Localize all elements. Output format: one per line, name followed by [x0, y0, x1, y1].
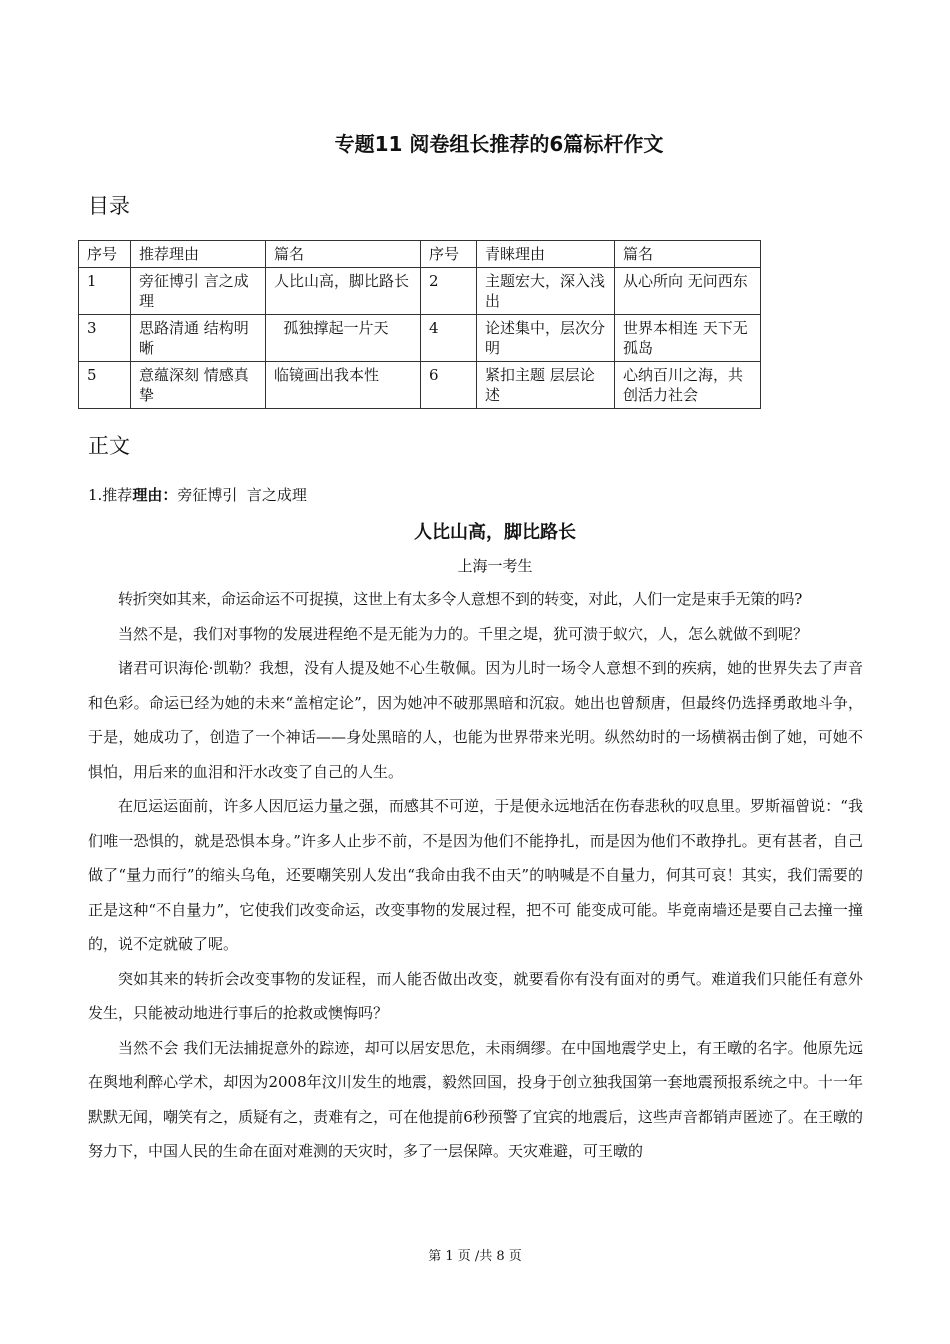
- reason-text: 旁征博引 言之成理: [177, 486, 307, 504]
- toc-cell: 临镜画出我本性: [266, 362, 421, 409]
- reason-prefix: 1.推荐: [88, 486, 133, 504]
- essay-paragraph: 诸君可识海伦·凯勒？我想，没有人提及她不心生敬佩。因为儿时一场令人意想不到的疾病，她的世界失去了声音和色彩。命运已经为她的未来“盖棺定论”，因为她冲不破那黑暗和沉寂。她出也曾颓唐，但最终仍选择勇敢地斗争，于是，她成功了，创造了一个神话——身处黑暗的人，也能为世界带来光明。纵然幼时的一场横祸击倒了她，可她不惧怕，用后来的血泪和汗水改变了自己的人生。: [88, 659, 863, 781]
- toc-cell: 思路清通 结构明晰: [131, 315, 266, 362]
- toc-header-cell: 篇名: [266, 241, 421, 268]
- toc-table: [78, 240, 761, 409]
- toc-cell: 心纳百川之海，共创活力社会: [615, 362, 761, 409]
- toc-heading: 目录: [88, 194, 130, 218]
- toc-cell: 4: [421, 315, 477, 362]
- essay-paragraph: 当然不会 我们无法捕捉意外的踪迹，却可以居安思危，未雨绸缪。在中国地震学史上，有王暾的名字。他原先远在舆地利醉心学术，却因为2008年汶川发生的地震，毅然回国，投身于创立独我国第一套地震预报系统之中。十一年默默无闻，嘲笑有之，质疑有之，责难有之，可在他提前6秒预警了宜宾的地震后，这些声音都销声匿迹了。在王暾的努力下，中国人民的生命在面对难测的天灾时，多了一层保障。天灾难避，可王暾的: [88, 1038, 863, 1160]
- toc-cell: 1: [79, 268, 131, 315]
- essay-paragraph: 转折突如其来，命运命运不可捉摸，这世上有太多令人意想不到的转变，对此，人们一定是束手无策的吗?: [118, 590, 802, 608]
- recommend-reason: [88, 484, 307, 505]
- essay-paragraph: 在厄运运面前，许多人因厄运力量之强，而感其不可逆，于是便永远地活在伤春悲秋的叹息里。罗斯福曾说：“我们唯一恐惧的，就是恐惧本身。”许多人止步不前，不是因为他们不能挣扎，而是因为他们不敢挣扎。更有甚者，自己做了“量力而行”的缩头乌龟，还要嘲笑别人发出“我命由我不由天”的呐喊是不自量力，何其可哀！其实，我们需要的正是这种“不自量力”，它使我们改变命运，改变事物的发展过程，把不可 能变成可能。毕竟南墙还是要自己去撞一撞的，说不定就破了呢。: [88, 797, 863, 953]
- essay-body: [88, 582, 863, 1169]
- toc-cell: 紧扣主题 层层论述: [477, 362, 615, 409]
- toc-cell: 从心所向 无问西东: [615, 268, 761, 315]
- toc-row: [79, 315, 761, 362]
- toc-cell: 意蕴深刻 情感真挚: [131, 362, 266, 409]
- toc-cell: 论述集中，层次分明: [477, 315, 615, 362]
- toc-cell: 3: [79, 315, 131, 362]
- toc-header-cell: 推荐理由: [131, 241, 266, 268]
- toc-row: [79, 268, 761, 315]
- toc-cell: 主题宏大，深入浅出: [477, 268, 615, 315]
- toc-cell: 5: [79, 362, 131, 409]
- page-footer: 第 1 页 /共 8 页: [428, 1249, 522, 1264]
- essay-paragraph: 当然不是，我们对事物的发展进程绝不是无能为力的。千里之堤，犹可溃于蚁穴，人，怎么就做不到呢？: [118, 624, 809, 643]
- reason-label: 理由：: [132, 486, 178, 504]
- toc-header-cell: 篇名: [615, 241, 761, 268]
- essay-paragraph: 突如其来的转折会改变事物的发证程，而人能否做出改变，就要看你有没有面对的勇气。难道我们只能任有意外发生，只能被动地进行事后的抢救或懊悔吗？: [88, 969, 863, 1022]
- toc-cell: 旁征博引 言之成理: [131, 268, 266, 315]
- toc-cell: 6: [421, 362, 477, 409]
- page-title: 专题11 阅卷组长推荐的6篇标杆作文: [334, 132, 664, 156]
- toc-header-cell: 序号: [421, 241, 477, 268]
- toc-row: [79, 362, 761, 409]
- toc-cell: 孤独撑起一片天: [266, 315, 421, 362]
- essay-title: 人比山高，脚比路长: [414, 522, 576, 543]
- toc-header-cell: 青睐理由: [477, 241, 615, 268]
- essay-author: 上海一考生: [457, 557, 533, 575]
- toc-cell: 人比山高，脚比路长: [266, 268, 421, 315]
- toc-header-cell: 序号: [79, 241, 131, 268]
- body-heading: 正文: [88, 434, 130, 458]
- toc-header-row: [79, 241, 761, 268]
- toc-cell: 世界本相连 天下无孤岛: [615, 315, 761, 362]
- toc-cell: 2: [421, 268, 477, 315]
